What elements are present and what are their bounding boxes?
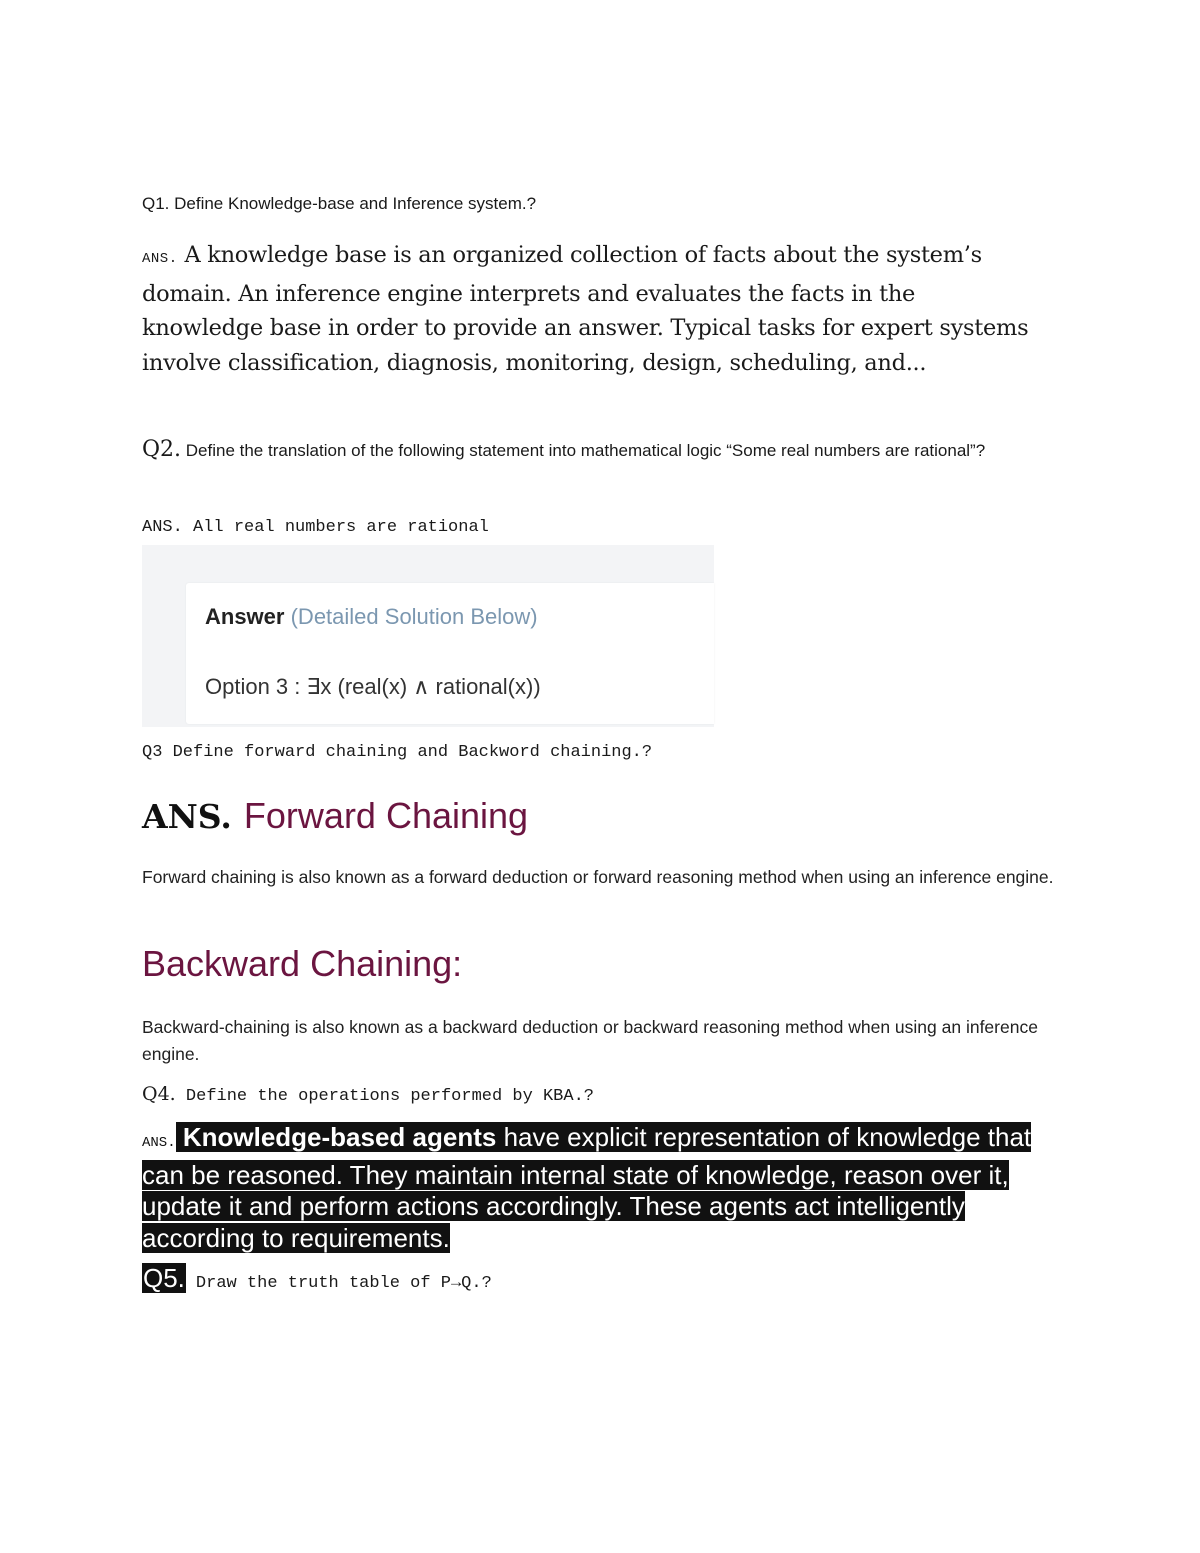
forward-chaining-heading: Forward Chaining (243, 795, 529, 836)
question-5-text: Draw the truth table of P→Q.? (195, 1274, 492, 1293)
backward-chaining-heading: Backward Chaining: (142, 943, 463, 984)
question-4 (142, 1083, 594, 1106)
answer-4-highlight (142, 1122, 1031, 1253)
question-2-text: Define the translation of the following statement into mathematical logic “Some real numbers are rational”? (181, 441, 986, 460)
question-4-label: Q4. (142, 1083, 176, 1105)
answer-3-label: ANS. (142, 797, 232, 836)
answer-card-option: Option 3 : ∃x (real(x) ∧ rational(x)) (205, 674, 541, 699)
answer-3-heading (142, 795, 528, 837)
question-1: Q1. Define Knowledge-base and Inference system.? (142, 194, 537, 213)
answer-4 (142, 1122, 1072, 1254)
question-2 (142, 434, 1072, 466)
question-5 (142, 1263, 492, 1294)
answer-1-text: A knowledge base is an organized collection of facts about the system’s domain. An inference engine interprets and evaluates the facts in the knowledge base in order to provide an answer. Typical tasks for expert systems involve classification, diagnosis, monitoring, design, scheduling, and... (142, 242, 1029, 376)
answer-1 (142, 238, 1042, 380)
question-2-label: Q2. (142, 437, 182, 462)
question-4-text: Define the operations performed by KBA.? (175, 1087, 594, 1106)
answer-4-label: ANS. (142, 1135, 176, 1151)
answer-4-bold: Knowledge-based agents (175, 1122, 497, 1152)
answer-card-title-muted: (Detailed Solution Below) (290, 604, 538, 629)
question-5-label: Q5. (143, 1263, 185, 1293)
question-3: Q3 Define forward chaining and Backword chaining.? (142, 743, 653, 762)
forward-chaining-text: Forward chaining is also known as a forward deduction or forward reasoning method when using an inference engine. (142, 867, 1054, 887)
backward-chaining-text: Backward-chaining is also known as a backward deduction or backward reasoning method when using an inference engine. (142, 1017, 1038, 1064)
answer-1-label: ANS. (142, 251, 178, 267)
answer-card-title (205, 604, 538, 630)
answer-2: ANS. All real numbers are rational (142, 518, 489, 537)
answer-4-text: have explicit representation of knowledge that can be reasoned. They maintain internal state of knowledge, reason over it, update it and perform actions accordingly. These agents act intelligently according to requirements. (142, 1122, 1032, 1253)
answer-card-title-bold: Answer (205, 604, 285, 629)
